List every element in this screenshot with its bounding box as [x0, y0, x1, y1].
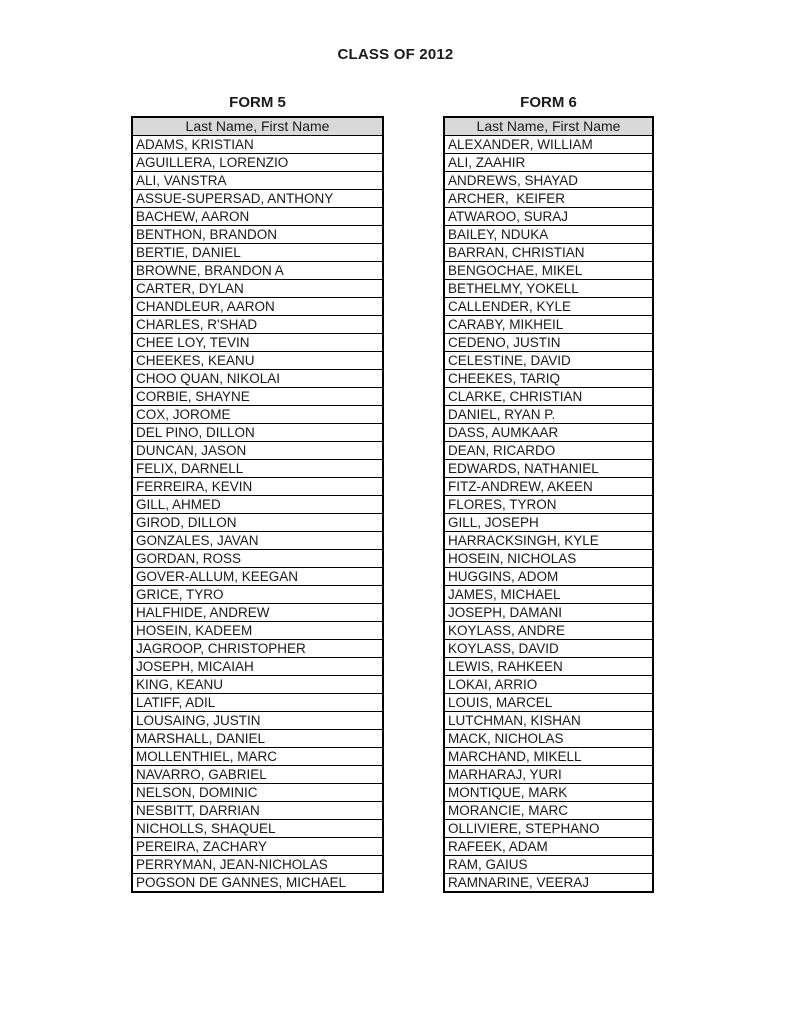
table-row — [132, 243, 383, 261]
student-name-cell: FITZ-ANDREW, AKEEN — [444, 477, 653, 495]
table-row — [132, 513, 383, 531]
student-name-cell: MOLLENTHIEL, MARC — [132, 747, 383, 765]
table-row — [132, 657, 383, 675]
table-row — [444, 441, 653, 459]
student-name-cell: LEWIS, RAHKEEN — [444, 657, 653, 675]
student-name-cell: LOUIS, MARCEL — [444, 693, 653, 711]
table-row — [444, 711, 653, 729]
table-row — [132, 693, 383, 711]
table-row — [132, 279, 383, 297]
table-row — [132, 801, 383, 819]
student-name-cell: MORANCIE, MARC — [444, 801, 653, 819]
table-row — [444, 693, 653, 711]
table-row — [444, 279, 653, 297]
table-row — [444, 189, 653, 207]
form6-section — [443, 94, 654, 893]
student-name-cell: LUTCHMAN, KISHAN — [444, 711, 653, 729]
table-row — [444, 459, 653, 477]
student-name-cell: RAMNARINE, VEERAJ — [444, 873, 653, 892]
student-name-cell: KOYLASS, DAVID — [444, 639, 653, 657]
student-name-cell: CARABY, MIKHEIL — [444, 315, 653, 333]
student-name-cell: HOSEIN, NICHOLAS — [444, 549, 653, 567]
table-row — [132, 765, 383, 783]
student-name-cell: RAM, GAIUS — [444, 855, 653, 873]
table-row — [132, 135, 383, 153]
student-name-cell: DUNCAN, JASON — [132, 441, 383, 459]
student-name-cell: GILL, JOSEPH — [444, 513, 653, 531]
student-name-cell: BARRAN, CHRISTIAN — [444, 243, 653, 261]
table-row — [444, 765, 653, 783]
student-name-cell: NESBITT, DARRIAN — [132, 801, 383, 819]
table-row — [444, 297, 653, 315]
student-name-cell: HOSEIN, KADEEM — [132, 621, 383, 639]
student-name-cell: ASSUE-SUPERSAD, ANTHONY — [132, 189, 383, 207]
table-header-row — [132, 117, 383, 135]
form5-heading: FORM 5 — [229, 94, 286, 111]
student-name-cell: CHOO QUAN, NIKOLAI — [132, 369, 383, 387]
table-row — [444, 477, 653, 495]
table-row — [132, 603, 383, 621]
table-row — [444, 495, 653, 513]
student-name-cell: GORDAN, ROSS — [132, 549, 383, 567]
student-name-cell: AGUILLERA, LORENZIO — [132, 153, 383, 171]
table-row — [132, 261, 383, 279]
table-row — [132, 729, 383, 747]
table-row — [132, 153, 383, 171]
student-name-cell: ALI, VANSTRA — [132, 171, 383, 189]
table-row — [444, 225, 653, 243]
table-row — [132, 621, 383, 639]
student-name-cell: BENGOCHAE, MIKEL — [444, 261, 653, 279]
student-name-cell: HARRACKSINGH, KYLE — [444, 531, 653, 549]
table-row — [132, 171, 383, 189]
table-row — [444, 855, 653, 873]
student-name-cell: CHEE LOY, TEVIN — [132, 333, 383, 351]
table-row — [132, 747, 383, 765]
table-row — [444, 585, 653, 603]
student-name-cell: ALI, ZAAHIR — [444, 153, 653, 171]
student-name-cell: ALEXANDER, WILLIAM — [444, 135, 653, 153]
table-row — [132, 855, 383, 873]
table-row — [132, 441, 383, 459]
student-name-cell: OLLIVIERE, STEPHANO — [444, 819, 653, 837]
table-row — [132, 459, 383, 477]
student-name-cell: GRICE, TYRO — [132, 585, 383, 603]
student-name-cell: HALFHIDE, ANDREW — [132, 603, 383, 621]
student-name-cell: CHANDLEUR, AARON — [132, 297, 383, 315]
table-row — [132, 387, 383, 405]
student-name-cell: DANIEL, RYAN P. — [444, 405, 653, 423]
table-row — [444, 747, 653, 765]
student-name-cell: NAVARRO, GABRIEL — [132, 765, 383, 783]
student-name-cell: CELESTINE, DAVID — [444, 351, 653, 369]
student-name-cell: JAMES, MICHAEL — [444, 585, 653, 603]
student-name-cell: CEDENO, JUSTIN — [444, 333, 653, 351]
student-name-cell: ANDREWS, SHAYAD — [444, 171, 653, 189]
table-row — [444, 657, 653, 675]
table-row — [444, 801, 653, 819]
student-name-cell: JOSEPH, DAMANI — [444, 603, 653, 621]
student-name-cell: PEREIRA, ZACHARY — [132, 837, 383, 855]
table-header-row — [444, 117, 653, 135]
table-row — [444, 207, 653, 225]
table-row — [132, 711, 383, 729]
student-name-cell: BERTIE, DANIEL — [132, 243, 383, 261]
student-name-cell: GILL, AHMED — [132, 495, 383, 513]
column-header: Last Name, First Name — [444, 117, 653, 135]
student-name-cell: ATWAROO, SURAJ — [444, 207, 653, 225]
table-row — [132, 333, 383, 351]
student-name-cell: PERRYMAN, JEAN-NICHOLAS — [132, 855, 383, 873]
student-name-cell: HUGGINS, ADOM — [444, 567, 653, 585]
student-name-cell: FLORES, TYRON — [444, 495, 653, 513]
student-name-cell: CORBIE, SHAYNE — [132, 387, 383, 405]
student-name-cell: GONZALES, JAVAN — [132, 531, 383, 549]
table-row — [132, 819, 383, 837]
table-row — [132, 873, 383, 892]
table-row — [132, 315, 383, 333]
table-row — [444, 819, 653, 837]
student-name-cell: CARTER, DYLAN — [132, 279, 383, 297]
student-name-cell: LATIFF, ADIL — [132, 693, 383, 711]
student-name-cell: BETHELMY, YOKELL — [444, 279, 653, 297]
student-name-cell: BACHEW, AARON — [132, 207, 383, 225]
table-row — [132, 225, 383, 243]
student-name-cell: EDWARDS, NATHANIEL — [444, 459, 653, 477]
table-row — [444, 531, 653, 549]
student-name-cell: KING, KEANU — [132, 675, 383, 693]
table-row — [444, 369, 653, 387]
student-name-cell: CHARLES, R'SHAD — [132, 315, 383, 333]
table-row — [132, 351, 383, 369]
column-header: Last Name, First Name — [132, 117, 383, 135]
table-row — [444, 333, 653, 351]
table-row — [132, 405, 383, 423]
student-name-cell: GOVER-ALLUM, KEEGAN — [132, 567, 383, 585]
table-row — [444, 783, 653, 801]
table-row — [132, 423, 383, 441]
student-name-cell: CLARKE, CHRISTIAN — [444, 387, 653, 405]
table-row — [132, 207, 383, 225]
student-name-cell: NELSON, DOMINIC — [132, 783, 383, 801]
student-name-cell: FELIX, DARNELL — [132, 459, 383, 477]
table-row — [132, 837, 383, 855]
table-row — [132, 531, 383, 549]
student-name-cell: MARSHALL, DANIEL — [132, 729, 383, 747]
table-row — [444, 405, 653, 423]
student-name-cell: GIROD, DILLON — [132, 513, 383, 531]
student-name-cell: DEAN, RICARDO — [444, 441, 653, 459]
table-row — [444, 873, 653, 892]
table-row — [444, 837, 653, 855]
student-name-cell: FERREIRA, KEVIN — [132, 477, 383, 495]
table-row — [444, 639, 653, 657]
student-name-cell: CALLENDER, KYLE — [444, 297, 653, 315]
student-name-cell: JAGROOP, CHRISTOPHER — [132, 639, 383, 657]
table-row — [444, 135, 653, 153]
table-row — [132, 567, 383, 585]
table-row — [132, 783, 383, 801]
form6-heading: FORM 6 — [520, 94, 577, 111]
table-row — [132, 369, 383, 387]
table-row — [444, 351, 653, 369]
student-name-cell: CHEEKES, KEANU — [132, 351, 383, 369]
table-row — [132, 549, 383, 567]
student-name-cell: BENTHON, BRANDON — [132, 225, 383, 243]
student-name-cell: BROWNE, BRANDON A — [132, 261, 383, 279]
table-row — [444, 315, 653, 333]
table-row — [444, 549, 653, 567]
table-row — [444, 387, 653, 405]
table-row — [132, 189, 383, 207]
table-row — [444, 261, 653, 279]
table-row — [444, 675, 653, 693]
form5-table — [131, 116, 384, 893]
table-row — [444, 513, 653, 531]
student-name-cell: DASS, AUMKAAR — [444, 423, 653, 441]
student-name-cell: MONTIQUE, MARK — [444, 783, 653, 801]
form5-section — [131, 94, 384, 893]
student-name-cell: CHEEKES, TARIQ — [444, 369, 653, 387]
student-name-cell: NICHOLLS, SHAQUEL — [132, 819, 383, 837]
table-row — [132, 585, 383, 603]
table-row — [444, 153, 653, 171]
student-name-cell: RAFEEK, ADAM — [444, 837, 653, 855]
table-row — [444, 621, 653, 639]
table-row — [132, 495, 383, 513]
student-name-cell: MARCHAND, MIKELL — [444, 747, 653, 765]
student-name-cell: COX, JOROME — [132, 405, 383, 423]
student-name-cell: KOYLASS, ANDRE — [444, 621, 653, 639]
student-name-cell: JOSEPH, MICAIAH — [132, 657, 383, 675]
student-name-cell: LOUSAING, JUSTIN — [132, 711, 383, 729]
student-name-cell: POGSON DE GANNES, MICHAEL — [132, 873, 383, 892]
student-name-cell: MACK, NICHOLAS — [444, 729, 653, 747]
table-row — [132, 477, 383, 495]
table-row — [132, 639, 383, 657]
table-row — [444, 243, 653, 261]
table-row — [132, 675, 383, 693]
table-row — [444, 567, 653, 585]
page-title: CLASS OF 2012 — [337, 46, 454, 63]
student-name-cell: BAILEY, NDUKA — [444, 225, 653, 243]
table-row — [444, 729, 653, 747]
table-row — [444, 171, 653, 189]
student-name-cell: ADAMS, KRISTIAN — [132, 135, 383, 153]
form6-table — [443, 116, 654, 893]
table-row — [132, 297, 383, 315]
student-name-cell: MARHARAJ, YURI — [444, 765, 653, 783]
student-name-cell: ARCHER, KEIFER — [444, 189, 653, 207]
table-row — [444, 603, 653, 621]
table-row — [444, 423, 653, 441]
student-name-cell: DEL PINO, DILLON — [132, 423, 383, 441]
student-name-cell: LOKAI, ARRIO — [444, 675, 653, 693]
